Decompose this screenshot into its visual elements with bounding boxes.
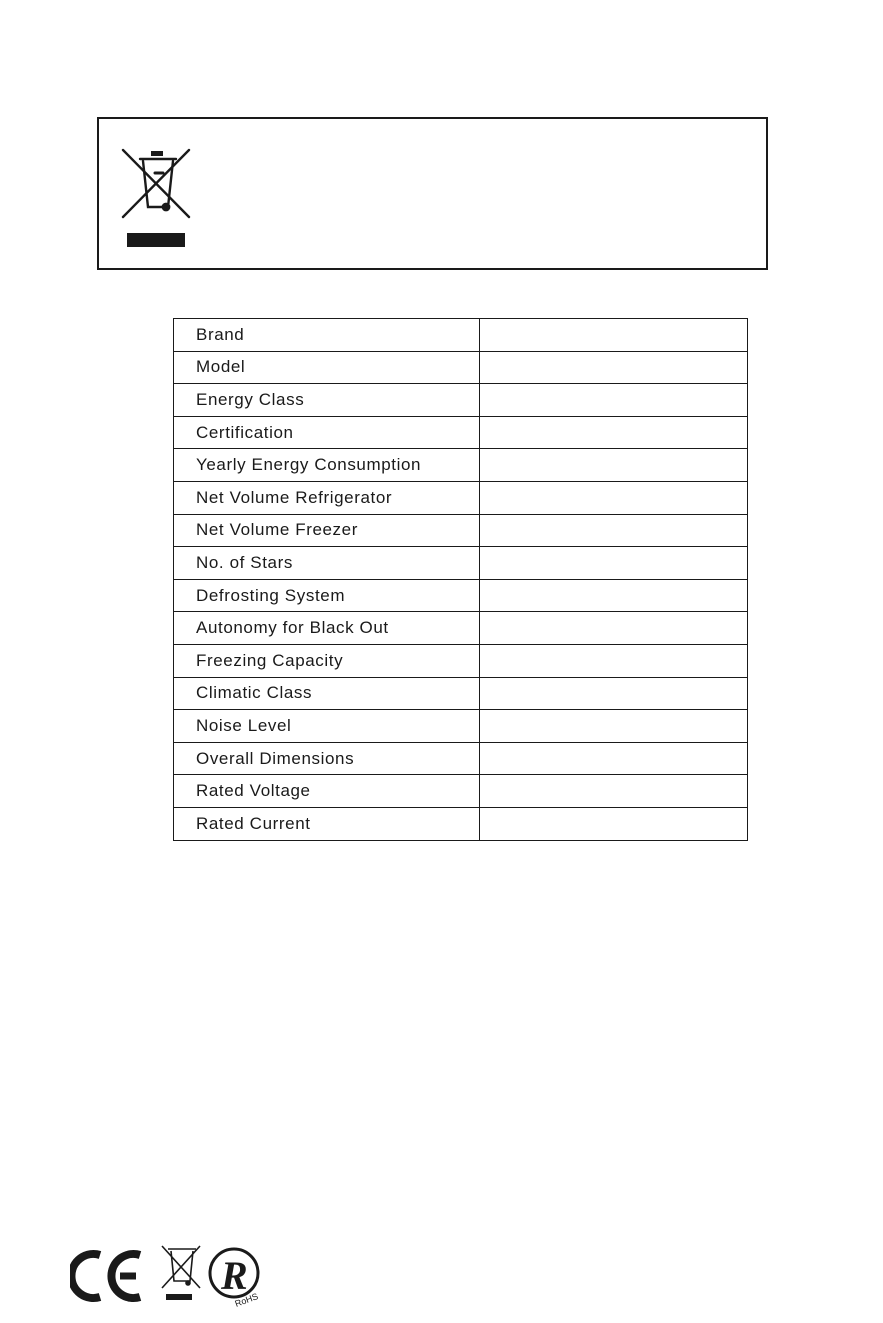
crossed-out-wheelie-bin-icon [121,147,195,249]
spec-value [480,319,748,352]
table-row [174,807,748,840]
table-row [174,449,748,482]
table-row [174,481,748,514]
weee-disposal-notice [97,117,768,270]
spec-label: Model [174,351,480,384]
spec-label: Defrosting System [174,579,480,612]
table-row [174,775,748,808]
spec-label: Rated Current [174,807,480,840]
table-row [174,547,748,580]
ce-mark-icon [71,1254,140,1298]
table-row [174,677,748,710]
spec-label: Certification [174,416,480,449]
spec-value [480,677,748,710]
spec-label: Freezing Capacity [174,644,480,677]
certification-marks [70,1244,280,1315]
spec-value [480,514,748,547]
spec-label: No. of Stars [174,547,480,580]
spec-label: Noise Level [174,710,480,743]
table-row [174,612,748,645]
crossed-out-bin-icon [162,1246,200,1300]
table-row [174,579,748,612]
spec-label: Climatic Class [174,677,480,710]
spec-value [480,416,748,449]
table-row [174,351,748,384]
spec-value [480,579,748,612]
spec-label: Autonomy for Black Out [174,612,480,645]
spec-value [480,384,748,417]
spec-label: Yearly Energy Consumption [174,449,480,482]
spec-label: Net Volume Freezer [174,514,480,547]
table-row [174,710,748,743]
table-row [174,514,748,547]
spec-label: Overall Dimensions [174,742,480,775]
rohs-mark-icon [210,1249,259,1309]
spec-label: Brand [174,319,480,352]
spec-value [480,449,748,482]
table-row [174,384,748,417]
table-row [174,416,748,449]
specification-table [173,318,748,841]
spec-value [480,742,748,775]
rohs-label: RoHS [233,1291,260,1309]
spec-value [480,775,748,808]
spec-label: Energy Class [174,384,480,417]
spec-value [480,710,748,743]
table-row [174,319,748,352]
rohs-letter: R [221,1253,248,1298]
spec-value [480,612,748,645]
spec-value [480,644,748,677]
spec-value [480,351,748,384]
table-row [174,742,748,775]
spec-label: Net Volume Refrigerator [174,481,480,514]
spec-value [480,481,748,514]
spec-label: Rated Voltage [174,775,480,808]
table-row [174,644,748,677]
spec-value [480,547,748,580]
spec-value [480,807,748,840]
